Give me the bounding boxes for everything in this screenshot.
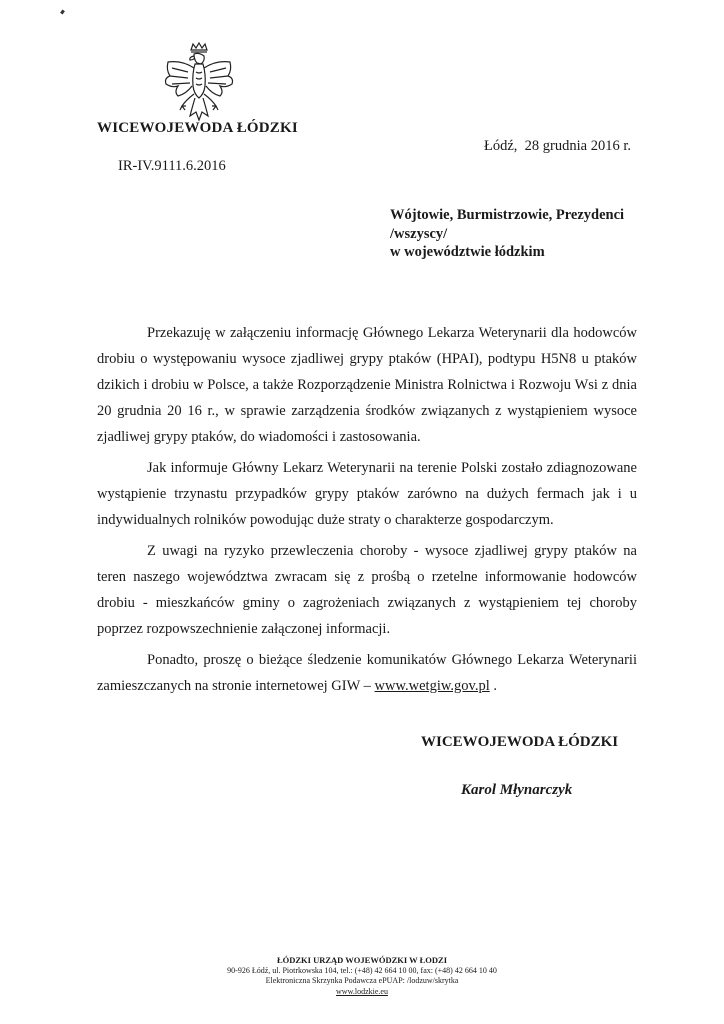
letter-date: Łódź, 28 grudnia 2016 r. [484,138,631,154]
body-paragraph: Jak informuje Główny Lekarz Weterynarii na terenie Polski zostało zdiagnozowane wystąpienie trzynastu przypadków grypy ptaków zarówno na dużych fermach jak i u indywidualnych rolników powodując duże straty o charakterze gospodarczym. [97,460,637,528]
footer-address: 90-926 Łódź, ul. Piotrkowska 104, tel.: (+48) 42 664 10 00, fax: (+48) 42 664 10 40 [227,965,497,975]
signature-name: Karol Młynarczyk [461,782,573,798]
signature-title: WICEWOJEWODA ŁÓDZKI [421,734,619,750]
issuer-title: WICEWOJEWODA ŁÓDZKI [97,120,298,136]
body-paragraph-text: Ponadto, proszę o bieżące śledzenie komunikatów Głównego Lekarza Weterynarii zamieszczanych na stronie internetowej GIW – [97,652,637,694]
scan-mark [60,10,65,15]
body-paragraph: Z uwagi na ryzyko przewleczenia choroby - wysoce zjadliwej grypy ptaków na teren naszego województwa zwracam się z prośbą o rzetelne informowanie hodowców drobiu - mieszkańców gminy o zagrożeniach związanych z wystąpieniem tej choroby poprzez rozpowszechnienie załączonej informacji. [97,543,637,637]
recipient-line: Wójtowie, Burmistrzowie, Prezydenci [390,207,625,223]
letter-body [97,320,637,704]
polish-white-eagle-emblem-icon [160,42,238,124]
giw-website-link[interactable]: www.wetgiw.gov.pl [374,678,490,694]
body-paragraph: Przekazuję w załączeniu informację Głównego Lekarza Weterynarii dla hodowców drobiu o występowaniu wysoce zjadliwej grypy ptaków (HPAI), podtypu H5N8 u ptaków dzikich i drobiu w Polsce, a także Rozporządzenie Ministra Rolnictwa i Rozwoju Wsi z dnia 20 grudnia 20 16 r., w sprawie zarządzenia środków związanych z wystąpieniem wysoce zjadliwej grypy ptaków, do wiadomości i zastosowania. [97,325,637,445]
footer-website-link[interactable]: www.lodzkie.eu [336,986,388,996]
reference-number: IR-IV.9111.6.2016 [118,158,226,174]
body-paragraph [97,647,637,699]
body-paragraph-end: . [489,678,497,694]
recipient-line: /wszyscy/ [390,225,448,242]
letter-footer [150,955,574,997]
recipient-line: w województwie łódzkim [390,244,545,260]
recipient-block [390,206,624,262]
footer-epuap: Elektroniczna Skrzynka Podawcza ePUAP: /lodzuw/skrytka [265,976,459,985]
footer-office-name: ŁÓDZKI URZĄD WOJEWÓDZKI W ŁODZI [276,955,448,965]
